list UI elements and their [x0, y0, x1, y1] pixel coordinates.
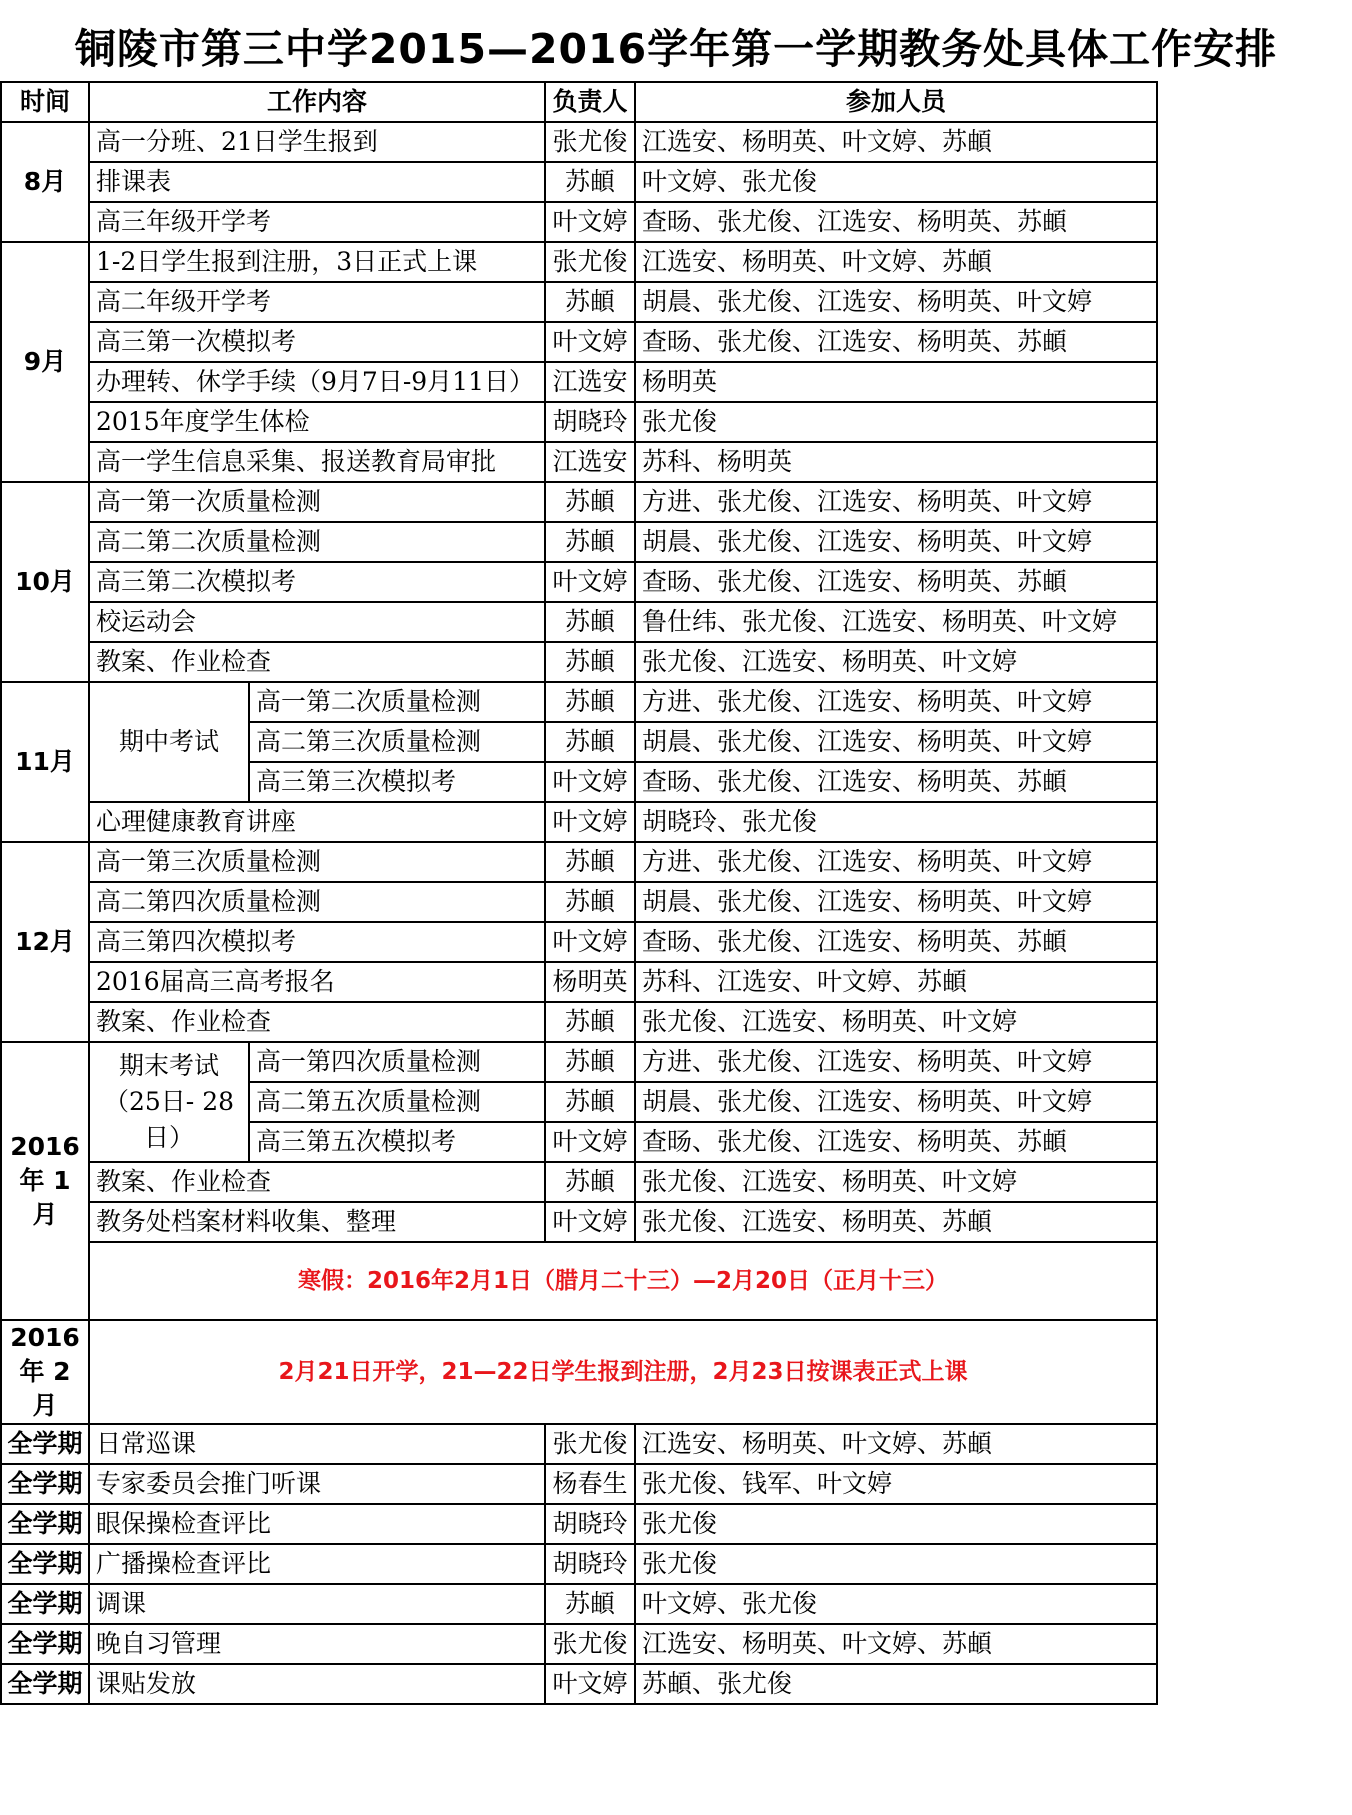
task-responsible: 杨明英	[545, 962, 635, 1002]
task-participants: 张尤俊、江选安、杨明英、叶文婷	[635, 1002, 1157, 1042]
period-cell: 全学期	[1, 1424, 89, 1464]
task-participants: 张尤俊、江选安、杨明英、叶文婷	[635, 1162, 1157, 1202]
task-content: 高一第二次质量检测	[249, 682, 545, 722]
table-row	[1, 282, 1157, 322]
task-responsible: 苏頔	[545, 162, 635, 202]
winter-break-notice: 寒假：2016年2月1日（腊月二十三）—2月20日（正月十三）	[89, 1242, 1157, 1320]
task-responsible: 叶文婷	[545, 202, 635, 242]
period-cell: 全学期	[1, 1464, 89, 1504]
task-content: 高一第一次质量检测	[89, 482, 545, 522]
table-row	[1, 642, 1157, 682]
task-participants: 江选安、杨明英、叶文婷、苏頔	[635, 242, 1157, 282]
task-content: 高二年级开学考	[89, 282, 545, 322]
period-cell: 全学期	[1, 1624, 89, 1664]
task-participants: 方进、张尤俊、江选安、杨明英、叶文婷	[635, 842, 1157, 882]
month-cell: 2016年 2月	[1, 1320, 89, 1424]
exam-group-label: 期末考试 （25日- 28日）	[89, 1042, 249, 1162]
table-row	[1, 1464, 1157, 1504]
header-participants: 参加人员	[635, 82, 1157, 122]
task-responsible: 苏頔	[545, 1082, 635, 1122]
table-row	[1, 522, 1157, 562]
task-responsible: 苏頔	[545, 1042, 635, 1082]
task-content: 高三第三次模拟考	[249, 762, 545, 802]
task-content: 高一学生信息采集、报送教育局审批	[89, 442, 545, 482]
task-responsible: 张尤俊	[545, 122, 635, 162]
task-responsible: 叶文婷	[545, 562, 635, 602]
task-content: 调课	[89, 1584, 545, 1624]
table-row	[1, 962, 1157, 1002]
table-row	[1, 922, 1157, 962]
task-content: 教案、作业检查	[89, 642, 545, 682]
table-row	[1, 1162, 1157, 1202]
task-content: 2015年度学生体检	[89, 402, 545, 442]
task-responsible: 胡晓玲	[545, 402, 635, 442]
task-content: 日常巡课	[89, 1424, 545, 1464]
table-row	[1, 1664, 1157, 1704]
task-participants: 查旸、张尤俊、江选安、杨明英、苏頔	[635, 562, 1157, 602]
task-participants: 叶文婷、张尤俊	[635, 1584, 1157, 1624]
table-row	[1, 882, 1157, 922]
exam-group-label: 期中考试	[89, 682, 249, 802]
task-participants: 杨明英	[635, 362, 1157, 402]
task-content: 高三第四次模拟考	[89, 922, 545, 962]
task-participants: 江选安、杨明英、叶文婷、苏頔	[635, 122, 1157, 162]
task-responsible: 胡晓玲	[545, 1544, 635, 1584]
task-participants: 胡晨、张尤俊、江选安、杨明英、叶文婷	[635, 722, 1157, 762]
task-participants: 苏科、江选安、叶文婷、苏頔	[635, 962, 1157, 1002]
task-responsible: 苏頔	[545, 842, 635, 882]
table-row	[1, 362, 1157, 402]
month-cell: 9月	[1, 242, 89, 482]
task-participants: 胡晨、张尤俊、江选安、杨明英、叶文婷	[635, 282, 1157, 322]
table-row	[1, 1042, 1157, 1082]
task-content: 高二第四次质量检测	[89, 882, 545, 922]
table-row	[1, 122, 1157, 162]
task-content: 心理健康教育讲座	[89, 802, 545, 842]
task-content: 高三第二次模拟考	[89, 562, 545, 602]
month-cell: 10月	[1, 482, 89, 682]
period-cell: 全学期	[1, 1504, 89, 1544]
task-content: 高二第二次质量检测	[89, 522, 545, 562]
task-content: 高一第四次质量检测	[249, 1042, 545, 1082]
table-row	[1, 1544, 1157, 1584]
task-participants: 查旸、张尤俊、江选安、杨明英、苏頔	[635, 922, 1157, 962]
task-participants: 胡晨、张尤俊、江选安、杨明英、叶文婷	[635, 522, 1157, 562]
task-content: 广播操检查评比	[89, 1544, 545, 1584]
table-row	[1, 682, 1157, 722]
task-responsible: 苏頔	[545, 642, 635, 682]
table-row	[1, 1504, 1157, 1544]
task-responsible: 张尤俊	[545, 1624, 635, 1664]
table-row	[1, 242, 1157, 282]
table-row	[1, 482, 1157, 522]
task-content: 高二第五次质量检测	[249, 1082, 545, 1122]
task-responsible: 叶文婷	[545, 1664, 635, 1704]
task-content: 眼保操检查评比	[89, 1504, 545, 1544]
table-row	[1, 442, 1157, 482]
period-cell: 全学期	[1, 1584, 89, 1624]
task-content: 2016届高三高考报名	[89, 962, 545, 1002]
table-row	[1, 562, 1157, 602]
task-participants: 张尤俊、江选安、杨明英、叶文婷	[635, 642, 1157, 682]
task-content: 高二第三次质量检测	[249, 722, 545, 762]
task-participants: 张尤俊	[635, 1504, 1157, 1544]
task-responsible: 张尤俊	[545, 242, 635, 282]
notice-row	[1, 1242, 1157, 1320]
table-row	[1, 842, 1157, 882]
task-participants: 苏頔、张尤俊	[635, 1664, 1157, 1704]
task-content: 办理转、休学手续（9月7日-9月11日）	[89, 362, 545, 402]
task-participants: 查旸、张尤俊、江选安、杨明英、苏頔	[635, 762, 1157, 802]
task-responsible: 叶文婷	[545, 1122, 635, 1162]
task-participants: 方进、张尤俊、江选安、杨明英、叶文婷	[635, 682, 1157, 722]
task-content: 1-2日学生报到注册，3日正式上课	[89, 242, 545, 282]
task-responsible: 杨春生	[545, 1464, 635, 1504]
task-responsible: 苏頔	[545, 1162, 635, 1202]
task-content: 课贴发放	[89, 1664, 545, 1704]
table-row	[1, 322, 1157, 362]
task-participants: 张尤俊	[635, 402, 1157, 442]
task-responsible: 叶文婷	[545, 762, 635, 802]
task-responsible: 苏頔	[545, 282, 635, 322]
task-participants: 胡晨、张尤俊、江选安、杨明英、叶文婷	[635, 882, 1157, 922]
period-cell: 全学期	[1, 1544, 89, 1584]
task-content: 教案、作业检查	[89, 1162, 545, 1202]
task-content: 高三第一次模拟考	[89, 322, 545, 362]
header-content: 工作内容	[89, 82, 545, 122]
month-cell: 12月	[1, 842, 89, 1042]
task-content: 专家委员会推门听课	[89, 1464, 545, 1504]
page-title: 铜陵市第三中学2015—2016学年第一学期教务处具体工作安排	[74, 24, 1278, 73]
task-responsible: 苏頔	[545, 682, 635, 722]
task-participants: 张尤俊、钱军、叶文婷	[635, 1464, 1157, 1504]
task-participants: 查旸、张尤俊、江选安、杨明英、苏頔	[635, 202, 1157, 242]
schedule-table	[0, 81, 1158, 1705]
task-participants: 张尤俊	[635, 1544, 1157, 1584]
task-responsible: 苏頔	[545, 1002, 635, 1042]
table-row	[1, 402, 1157, 442]
task-responsible: 苏頔	[545, 722, 635, 762]
task-participants: 查旸、张尤俊、江选安、杨明英、苏頔	[635, 322, 1157, 362]
task-participants: 鲁仕纬、张尤俊、江选安、杨明英、叶文婷	[635, 602, 1157, 642]
task-responsible: 苏頔	[545, 1584, 635, 1624]
table-row	[1, 1584, 1157, 1624]
task-participants: 江选安、杨明英、叶文婷、苏頔	[635, 1424, 1157, 1464]
table-row	[1, 1202, 1157, 1242]
task-participants: 胡晨、张尤俊、江选安、杨明英、叶文婷	[635, 1082, 1157, 1122]
spring-start-notice: 2月21日开学，21—22日学生报到注册，2月23日按课表正式上课	[89, 1320, 1157, 1424]
task-responsible: 苏頔	[545, 882, 635, 922]
table-row	[1, 162, 1157, 202]
period-cell: 全学期	[1, 1664, 89, 1704]
task-content: 高三年级开学考	[89, 202, 545, 242]
month-cell: 8月	[1, 122, 89, 242]
task-responsible: 江选安	[545, 362, 635, 402]
task-participants: 方进、张尤俊、江选安、杨明英、叶文婷	[635, 482, 1157, 522]
task-participants: 苏科、杨明英	[635, 442, 1157, 482]
task-participants: 查旸、张尤俊、江选安、杨明英、苏頔	[635, 1122, 1157, 1162]
task-responsible: 叶文婷	[545, 802, 635, 842]
task-participants: 张尤俊、江选安、杨明英、苏頔	[635, 1202, 1157, 1242]
month-cell: 2016年 1月	[1, 1042, 89, 1320]
table-row	[1, 1002, 1157, 1042]
task-responsible: 叶文婷	[545, 922, 635, 962]
task-content: 教案、作业检查	[89, 1002, 545, 1042]
task-participants: 方进、张尤俊、江选安、杨明英、叶文婷	[635, 1042, 1157, 1082]
task-participants: 胡晓玲、张尤俊	[635, 802, 1157, 842]
table-row	[1, 202, 1157, 242]
task-responsible: 苏頔	[545, 522, 635, 562]
task-content: 高一分班、21日学生报到	[89, 122, 545, 162]
table-row	[1, 1424, 1157, 1464]
task-responsible: 苏頔	[545, 482, 635, 522]
task-content: 教务处档案材料收集、整理	[89, 1202, 545, 1242]
task-responsible: 张尤俊	[545, 1424, 635, 1464]
task-content: 高三第五次模拟考	[249, 1122, 545, 1162]
header-responsible: 负责人	[545, 82, 635, 122]
month-cell: 11月	[1, 682, 89, 842]
table-row	[1, 802, 1157, 842]
task-responsible: 胡晓玲	[545, 1504, 635, 1544]
task-content: 高一第三次质量检测	[89, 842, 545, 882]
table-row	[1, 1624, 1157, 1664]
notice-row	[1, 1320, 1157, 1424]
task-content: 晚自习管理	[89, 1624, 545, 1664]
task-responsible: 苏頔	[545, 602, 635, 642]
task-responsible: 叶文婷	[545, 1202, 635, 1242]
task-content: 排课表	[89, 162, 545, 202]
header-time: 时间	[1, 82, 89, 122]
task-responsible: 叶文婷	[545, 322, 635, 362]
task-content: 校运动会	[89, 602, 545, 642]
header-row	[1, 82, 1157, 122]
table-row	[1, 602, 1157, 642]
task-responsible: 江选安	[545, 442, 635, 482]
task-participants: 叶文婷、张尤俊	[635, 162, 1157, 202]
task-participants: 江选安、杨明英、叶文婷、苏頔	[635, 1624, 1157, 1664]
